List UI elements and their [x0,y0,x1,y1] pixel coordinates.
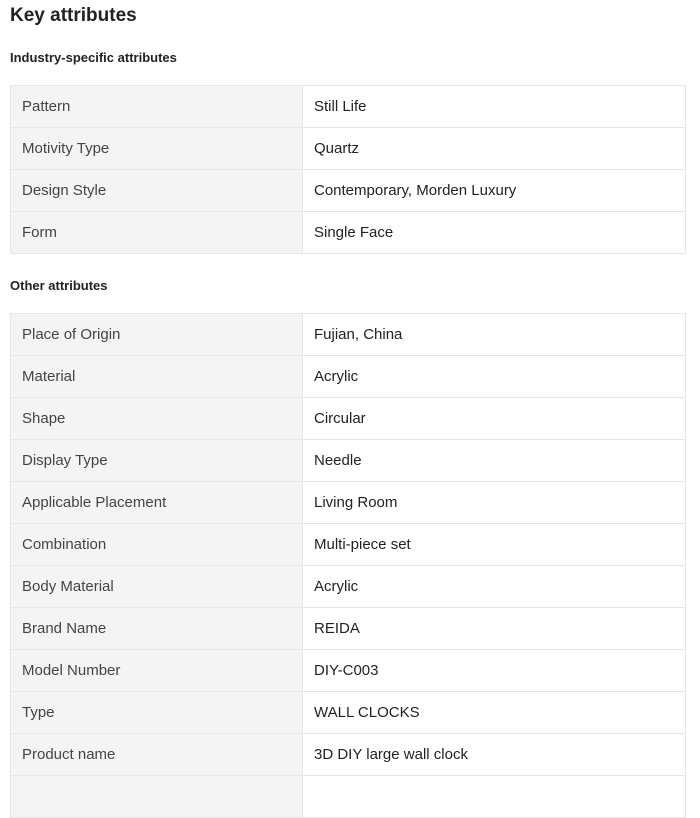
attribute-value: Multi-piece set [303,524,686,566]
attribute-value: WALL CLOCKS [303,692,686,734]
attribute-key: Display Type [11,440,303,482]
attribute-key: Pattern [11,86,303,128]
attribute-key: Motivity Type [11,128,303,170]
attribute-value: Acrylic [303,566,686,608]
table-row [11,86,686,128]
other-attributes-heading: Other attributes [10,278,108,293]
attribute-key: Form [11,212,303,254]
table-row [11,170,686,212]
table-row [11,524,686,566]
table-row [11,776,686,818]
page-title: Key attributes [10,5,137,26]
table-row [11,128,686,170]
attribute-value: Contemporary, Morden Luxury [303,170,686,212]
attribute-value [303,776,686,818]
table-row [11,398,686,440]
table-row [11,692,686,734]
attribute-value: REIDA [303,608,686,650]
attribute-key: Body Material [11,566,303,608]
attribute-value: Single Face [303,212,686,254]
attribute-value: Living Room [303,482,686,524]
attribute-value: Fujian, China [303,314,686,356]
attribute-key: Brand Name [11,608,303,650]
industry-attributes-heading: Industry-specific attributes [10,50,177,65]
attribute-key: Combination [11,524,303,566]
industry-attributes-table [10,85,686,254]
attribute-value: Quartz [303,128,686,170]
attribute-key: Type [11,692,303,734]
attribute-key: Model Number [11,650,303,692]
table-row [11,440,686,482]
attribute-key [11,776,303,818]
attribute-value: Circular [303,398,686,440]
attribute-key: Shape [11,398,303,440]
attribute-key: Design Style [11,170,303,212]
table-row [11,566,686,608]
table-row [11,314,686,356]
attribute-value: DIY-C003 [303,650,686,692]
table-row [11,608,686,650]
table-row [11,650,686,692]
attribute-key: Material [11,356,303,398]
table-row [11,212,686,254]
attribute-key: Applicable Placement [11,482,303,524]
table-row [11,482,686,524]
attribute-value: Acrylic [303,356,686,398]
attribute-value: 3D DIY large wall clock [303,734,686,776]
other-attributes-table [10,313,686,818]
table-row [11,734,686,776]
attribute-key: Product name [11,734,303,776]
attribute-value: Still Life [303,86,686,128]
attribute-value: Needle [303,440,686,482]
attribute-key: Place of Origin [11,314,303,356]
table-row [11,356,686,398]
